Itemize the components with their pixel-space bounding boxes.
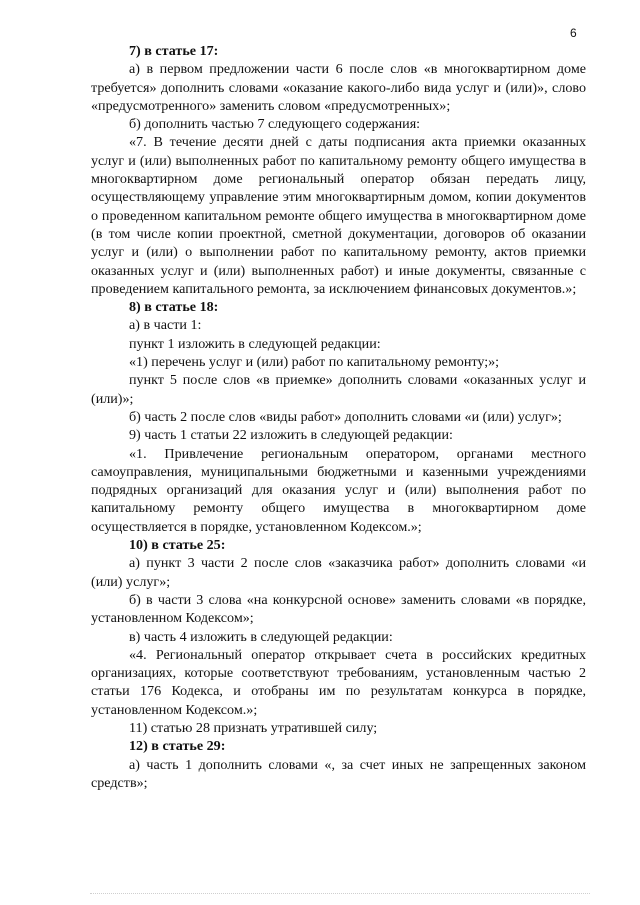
paragraph: а) в первом предложении части 6 после слов «в многоквартирном доме требуется» дополнить словами «оказание какого-либо вида услуг и (или)», слово «предусмотренного» заменить словом «предусмотренных»; bbox=[91, 61, 586, 114]
paragraph: «7. В течение десяти дней с даты подписания акта приемки оказанных услуг и (или) выполненных работ по капитальному ремонту общего имущества в многоквартирном доме региональный оператор обязан передать лицу, осуществляющему управление этим многоквартирным домом, копии документов о проведенном капитальном ремонте общего имущества в многоквартирном доме (в том числе копии проектной, сметной документации, договоров об оказании услуг и (или) о выполнении работ по капитальному ремонту, актов приемки оказанных услуг и (или) выполненных работ) и иные документы, связанные с проведением капитального ремонта, за исключением финансовых документов.»; bbox=[91, 134, 586, 297]
document-body bbox=[91, 42, 586, 792]
paragraph: «4. Региональный оператор открывает счета в российских кредитных организациях, которые соответствуют требованиям, установленным частью 2 статьи 176 Кодекса, и отобраны им по результатам конкурса в порядке, установленном Кодексом.»; bbox=[91, 646, 586, 718]
section-heading: 12) в статье 29: bbox=[129, 738, 226, 755]
paragraph: б) в части 3 слова «на конкурсной основе» заменить словами «в порядке, установленном Кодексом»; bbox=[91, 591, 586, 627]
section-heading: 7) в статье 17: bbox=[129, 43, 219, 59]
paragraph: б) дополнить частью 7 следующего содержания: bbox=[129, 116, 421, 133]
section-heading: 10) в статье 25: bbox=[129, 537, 226, 554]
paragraph: а) в части 1: bbox=[129, 317, 202, 334]
paragraph: «1) перечень услуг и (или) работ по капитальному ремонту;»; bbox=[129, 354, 500, 371]
scan-artifact-line bbox=[90, 893, 590, 898]
paragraph: в) часть 4 изложить в следующей редакции: bbox=[129, 628, 393, 645]
paragraph: 9) часть 1 статьи 22 изложить в следующей редакции: bbox=[129, 427, 453, 444]
paragraph: пункт 1 изложить в следующей редакции: bbox=[129, 335, 381, 352]
paragraph: 11) статью 28 признать утратившей силу; bbox=[129, 719, 378, 736]
paragraph: пункт 5 после слов «в приемке» дополнить словами «оказанных услуг и (или)»; bbox=[91, 372, 586, 407]
page-number: 6 bbox=[570, 26, 577, 40]
paragraph: а) часть 1 дополнить словами «, за счет иных не запрещенных законом средств»; bbox=[91, 756, 586, 791]
paragraph: б) часть 2 после слов «виды работ» дополнить словами «и (или) услуг»; bbox=[129, 408, 562, 425]
paragraph: а) пункт 3 части 2 после слов «заказчика работ» дополнить словами «и (или) услуг»; bbox=[91, 555, 586, 590]
paragraph: «1. Привлечение региональным оператором, органами местного самоуправления, муниципальными бюджетными и казенными учреждениями подрядных организаций для оказания услуг и (или) выполнения работ по капитальному ремонту общего имущества в многоквартирном доме осуществляется в порядке, установленном Кодексом.»; bbox=[91, 445, 586, 535]
section-heading: 8) в статье 18: bbox=[129, 299, 219, 316]
